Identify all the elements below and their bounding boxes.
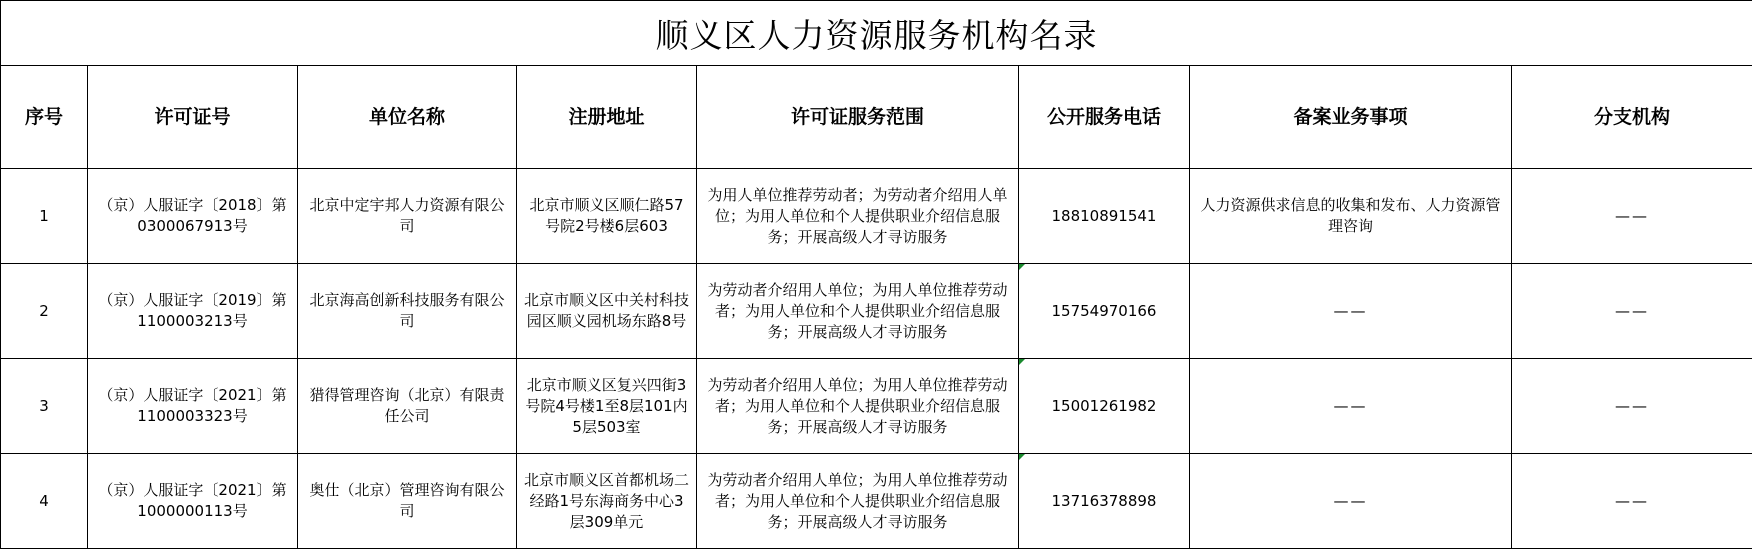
header-cell-license: 许可证号 (88, 66, 298, 169)
cell-index[interactable]: 1 (1, 169, 88, 264)
cell-license[interactable]: （京）人服证字〔2018〕第0300067913号 (88, 169, 298, 264)
cell-branch[interactable]: —— (1512, 264, 1752, 359)
cell-phone[interactable] (1019, 264, 1190, 359)
table-row (1, 454, 1752, 549)
header-cell-address: 注册地址 (517, 66, 697, 169)
cell-scope[interactable]: 为劳动者介绍用人单位；为用人单位推荐劳动者；为用人单位和个人提供职业介绍信息服务；开展高级人才寻访服务 (697, 454, 1019, 549)
cell-filing[interactable]: —— (1190, 359, 1512, 454)
comment-marker-icon (1019, 454, 1025, 460)
cell-name[interactable]: 北京中定宇邦人力资源有限公司 (298, 169, 517, 264)
cell-index[interactable]: 2 (1, 264, 88, 359)
cell-address[interactable]: 北京市顺义区复兴四街3号院4号楼1至8层101内5层503室 (517, 359, 697, 454)
cell-name[interactable]: 北京海高创新科技服务有限公司 (298, 264, 517, 359)
table-row (1, 264, 1752, 359)
header-cell-scope: 许可证服务范围 (697, 66, 1019, 169)
header-cell-name: 单位名称 (298, 66, 517, 169)
cell-index[interactable]: 3 (1, 359, 88, 454)
cell-phone[interactable] (1019, 359, 1190, 454)
table-row (1, 169, 1752, 264)
cell-phone[interactable]: 18810891541 (1019, 169, 1190, 264)
cell-scope[interactable]: 为劳动者介绍用人单位；为用人单位推荐劳动者；为用人单位和个人提供职业介绍信息服务；开展高级人才寻访服务 (697, 359, 1019, 454)
directory-table (0, 65, 1752, 549)
cell-phone[interactable] (1019, 454, 1190, 549)
header-cell-index: 序号 (1, 66, 88, 169)
cell-address[interactable]: 北京市顺义区顺仁路57号院2号楼6层603 (517, 169, 697, 264)
cell-name[interactable]: 奥仕（北京）管理咨询有限公司 (298, 454, 517, 549)
header-cell-branch: 分支机构 (1512, 66, 1752, 169)
cell-phone-text: 13716378898 (1051, 491, 1157, 510)
cell-filing[interactable]: —— (1190, 264, 1512, 359)
table-row (1, 359, 1752, 454)
cell-scope[interactable]: 为劳动者介绍用人单位；为用人单位推荐劳动者；为用人单位和个人提供职业介绍信息服务；开展高级人才寻访服务 (697, 264, 1019, 359)
cell-branch[interactable]: —— (1512, 169, 1752, 264)
header-row (1, 66, 1752, 169)
cell-filing[interactable]: —— (1190, 454, 1512, 549)
cell-index[interactable]: 4 (1, 454, 88, 549)
cell-name[interactable]: 猎得管理咨询（北京）有限责任公司 (298, 359, 517, 454)
cell-phone-text: 15001261982 (1051, 396, 1157, 415)
cell-branch[interactable]: —— (1512, 454, 1752, 549)
cell-license[interactable]: （京）人服证字〔2021〕第1000000113号 (88, 454, 298, 549)
cell-license[interactable]: （京）人服证字〔2021〕第1100003323号 (88, 359, 298, 454)
sheet-title: 顺义区人力资源服务机构名录 (0, 0, 1752, 65)
header-cell-filing: 备案业务事项 (1190, 66, 1512, 169)
cell-branch[interactable]: —— (1512, 359, 1752, 454)
cell-phone-text: 15754970166 (1051, 301, 1157, 320)
comment-marker-icon (1019, 359, 1025, 365)
cell-address[interactable]: 北京市顺义区首都机场二经路1号东海商务中心3层309单元 (517, 454, 697, 549)
cell-license[interactable]: （京）人服证字〔2019〕第1100003213号 (88, 264, 298, 359)
cell-scope[interactable]: 为用人单位推荐劳动者；为劳动者介绍用人单位；为用人单位和个人提供职业介绍信息服务；开展高级人才寻访服务 (697, 169, 1019, 264)
cell-filing[interactable]: 人力资源供求信息的收集和发布、人力资源管理咨询 (1190, 169, 1512, 264)
header-cell-phone: 公开服务电话 (1019, 66, 1190, 169)
cell-address[interactable]: 北京市顺义区中关村科技园区顺义园机场东路8号 (517, 264, 697, 359)
comment-marker-icon (1019, 264, 1025, 270)
